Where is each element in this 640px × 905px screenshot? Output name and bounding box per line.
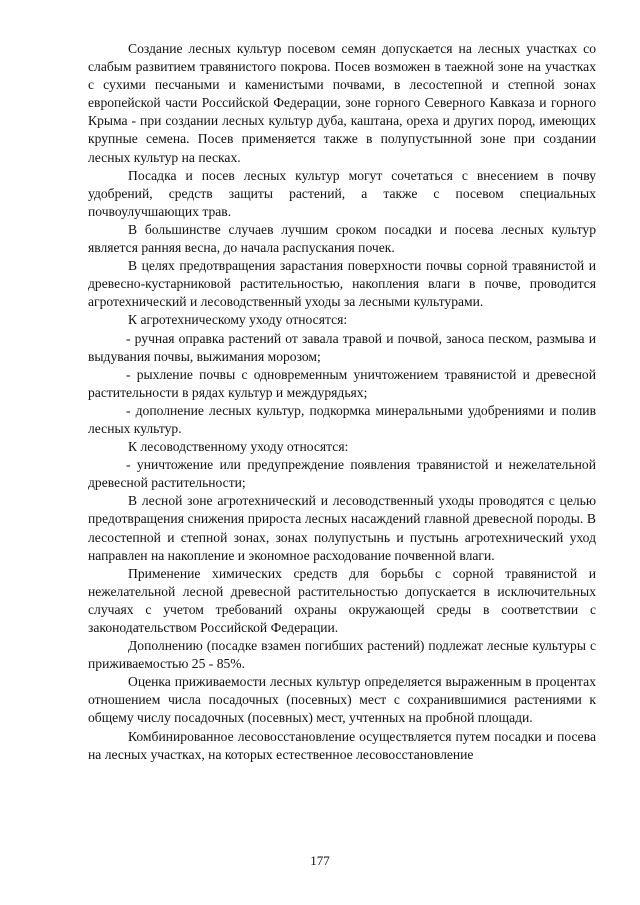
- paragraph-care-purpose: В целях предотвращения зарастания поверхности почвы сорной травянистой и древесно-кустарниковой растительностью, накопления влаги в почве, проводится агротехнический и лесоводственный уходы за лесными культурами.: [88, 258, 596, 310]
- paragraph-chemicals: Применение химических средств для борьбы с сорной травянистой и нежелательной лесной древесной растительностью допускается в исключительных случаях с учетом требований охраны окружающей среды в соответствии с законодательством Российской Федерации.: [88, 565, 596, 635]
- paragraph-silvicultural-heading: К лесоводственному уходу относятся:: [128, 439, 349, 455]
- list-item-loosening: - рыхление почвы с одновременным уничтожением травянистой и древесной растительности в рядах культур и междурядьях;: [88, 366, 596, 400]
- paragraph-combined-reforestation: Комбинированное лесовосстановление осуществляется путем посадки и посева на лесных участках, на которых естественное лесовосстановление: [88, 728, 596, 762]
- paragraph-replanting: Дополнению (посадке взамен погибших растений) подлежат лесные культуры с приживаемостью 25 - 85%.: [88, 638, 596, 672]
- paragraph-fertilizers: Посадка и посев лесных культур могут сочетаться с внесением в почву удобрений, средств защиты растений, а также с посевом специальных почвоулучшающих трав.: [88, 167, 596, 219]
- page-body: [88, 40, 596, 764]
- list-item-vegetation-removal: - уничтожение или предупреждение появления травянистой и нежелательной древесной растительности;: [88, 457, 596, 491]
- paragraph-forest-zone-care: В лесной зоне агротехнический и лесоводственный уходы проводятся с целью предотвращения снижения прироста лесных насаждений главной древесной породы. В лесостепной и степной зонах, зонах полупустынь и пустынь агротехнический уход направлен на накопление и экономное расходование почвенной влаги.: [88, 493, 596, 563]
- list-item-supplementing: - дополнение лесных культур, подкормка минеральными удобрениями и полив лесных культур.: [88, 402, 596, 436]
- paragraph-sowing: Создание лесных культур посевом семян допускается на лесных участках со слабым развитием травянистого покрова. Посев возможен в таежной зоне на участках с сухими песчаными и каменистыми почвами, в лесостепной и степной зонах европейской части Российской Федерации, зоне горного Северного Кавказа и горного Крыма - при создании лесных культур дуба, каштана, ореха и других пород, имеющих крупные семена. Посев применяется также в полупустынной зоне при создании лесных культур на песках.: [88, 41, 596, 165]
- paragraph-planting-season: В большинстве случаев лучшим сроком посадки и посева лесных культур является ранняя весна, до начала распускания почек.: [88, 221, 596, 256]
- list-item-manual-adjustment: - ручная оправка растений от завала травой и почвой, заноса песком, размыва и выдувания почвы, выжимания морозом;: [88, 330, 596, 364]
- page-number: 177: [310, 853, 330, 868]
- paragraph-survival-assessment: Оценка приживаемости лесных культур определяется выраженным в процентах отношением числа посадочных (посевных) мест с сохранившимися растениями к общему числу посадочных (посевных) мест, учтенных на пробной площади.: [88, 674, 596, 726]
- paragraph-agrotech-heading: К агротехническому уходу относятся:: [128, 312, 348, 328]
